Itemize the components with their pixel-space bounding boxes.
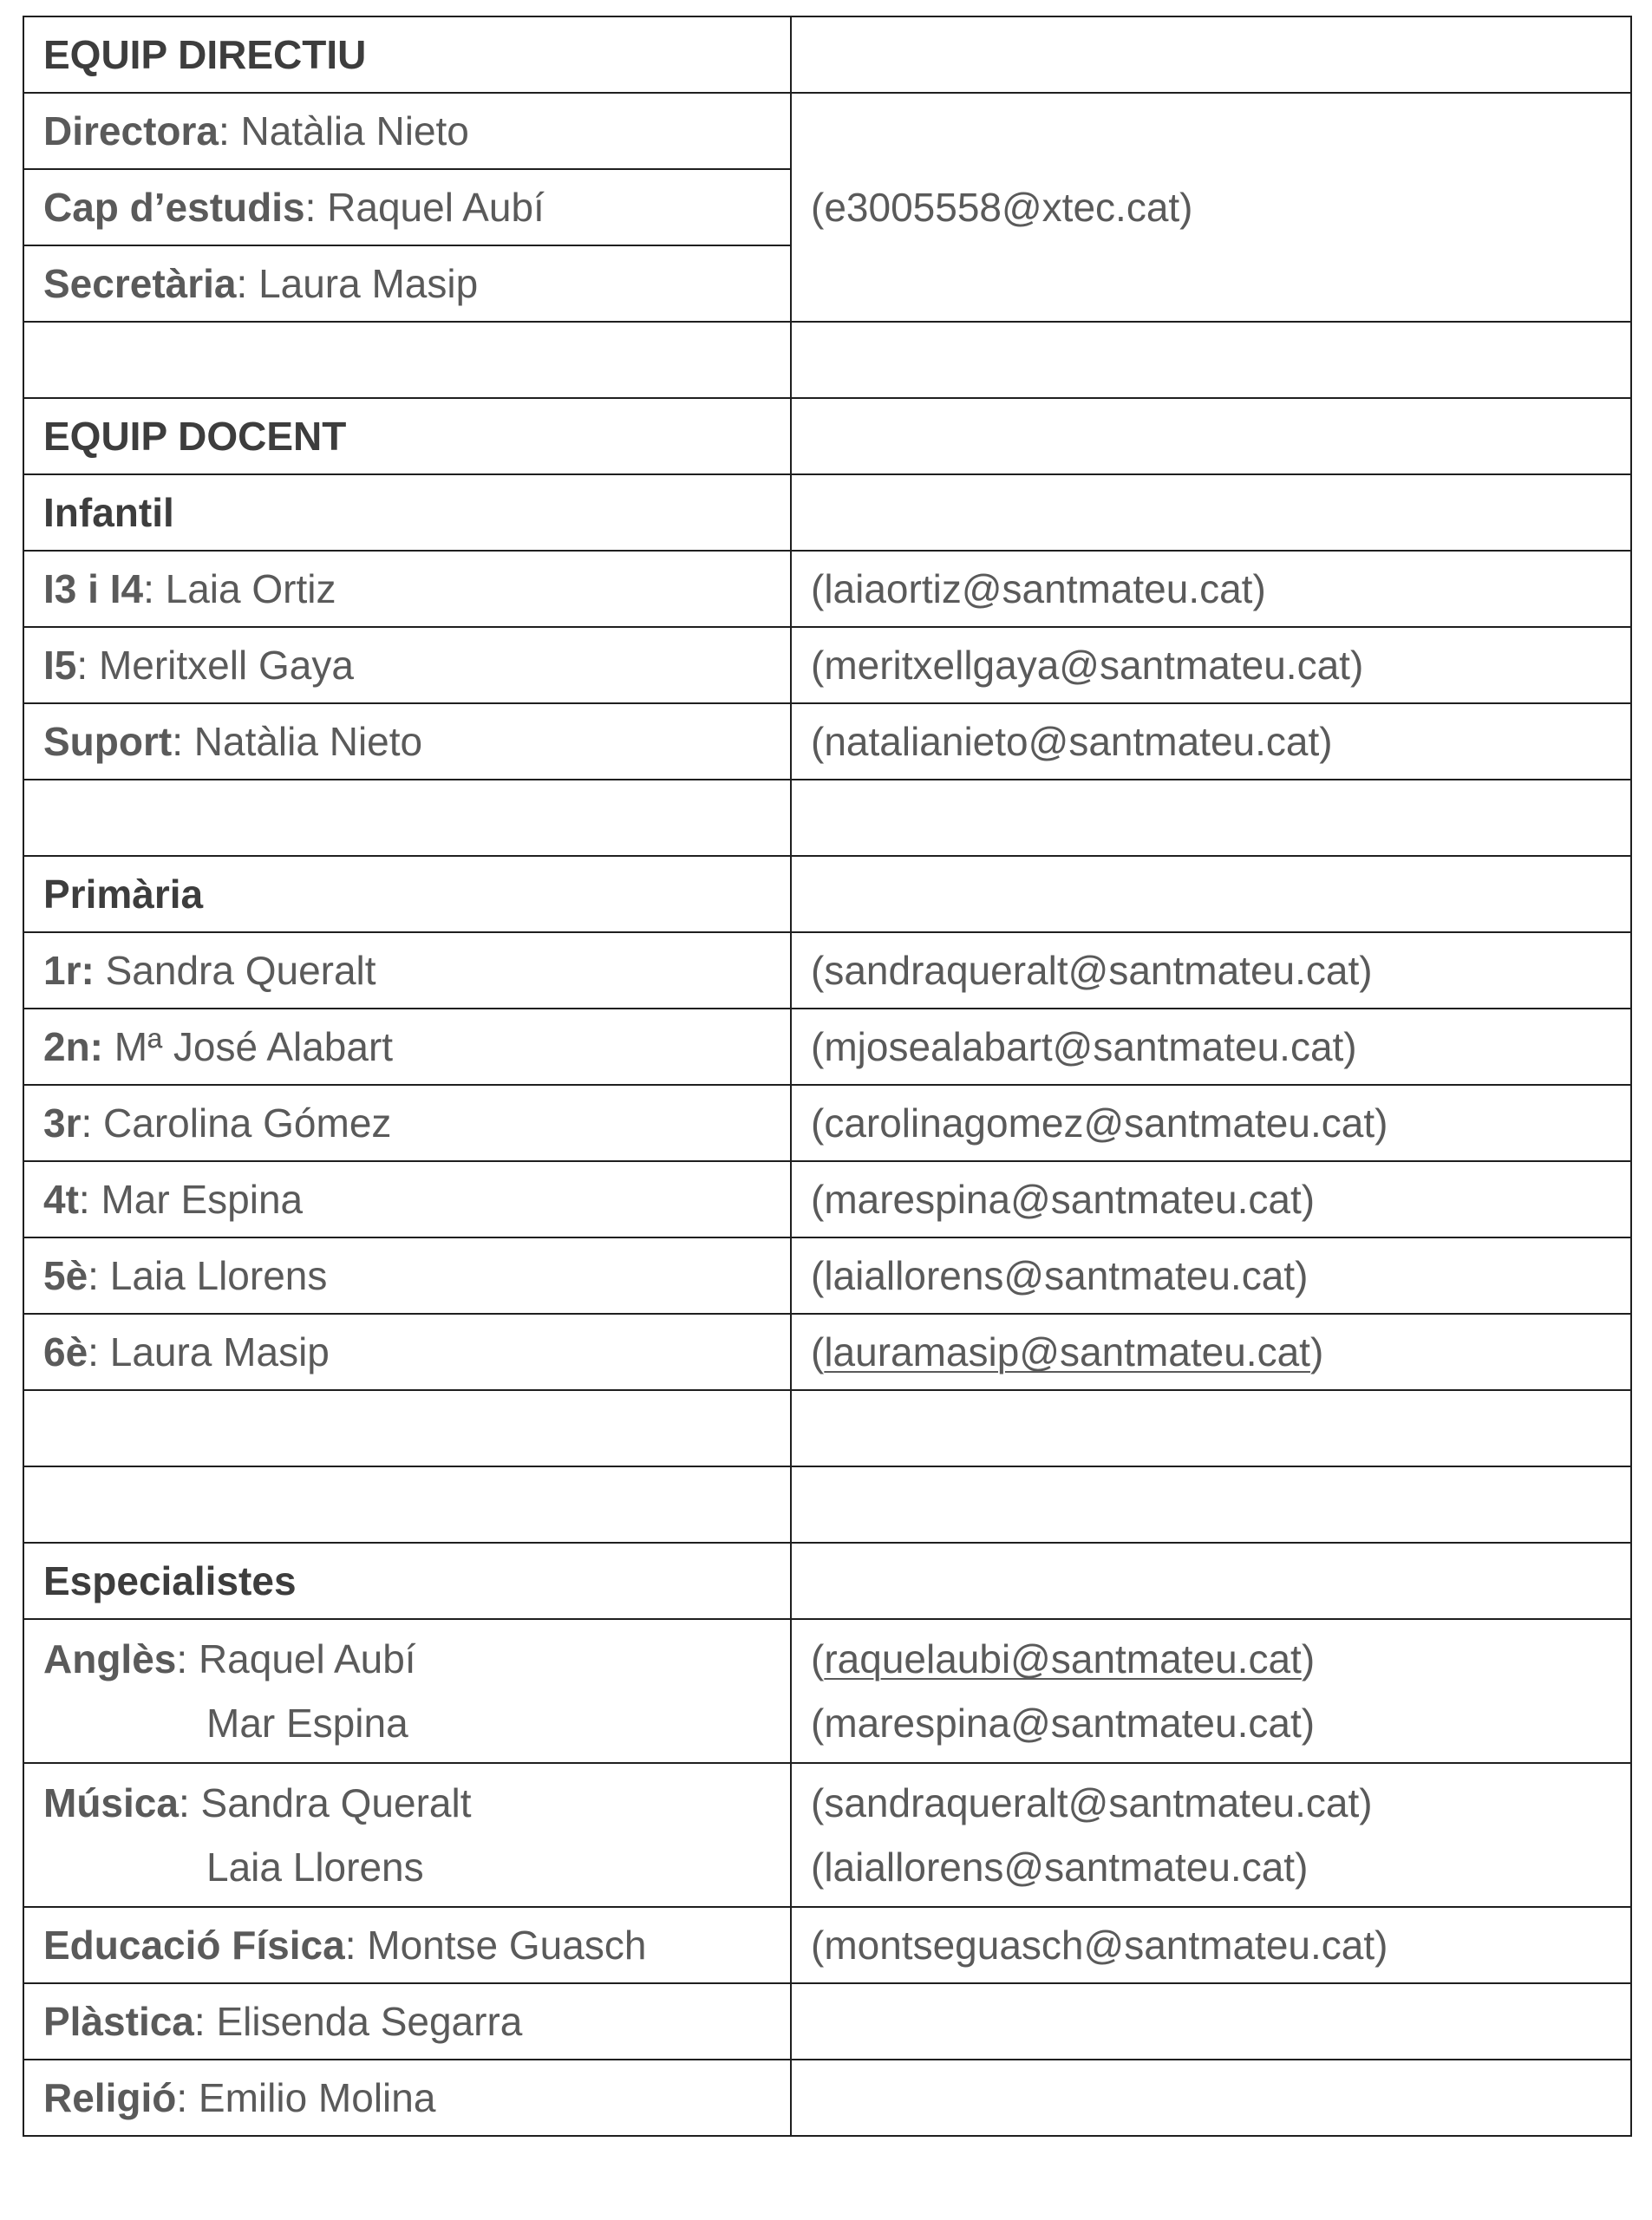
person-name: Laura Masip	[109, 1329, 330, 1374]
role-label: Religió	[43, 2075, 177, 2120]
person-name: Mª José Alabart	[114, 1024, 394, 1069]
person-name: Laura Masip	[258, 261, 479, 306]
teacher-cell	[23, 932, 791, 1009]
table-row-empty	[23, 1466, 1631, 1543]
teacher-cell	[23, 1009, 791, 1085]
separator	[103, 1024, 114, 1069]
role-label: Secretària	[43, 261, 237, 306]
table-row	[23, 551, 1631, 627]
staff-directory-table	[23, 16, 1632, 2137]
line	[43, 1627, 771, 1691]
role-label: 2n:	[43, 1024, 103, 1069]
table-row	[23, 627, 1631, 703]
empty-cell	[23, 1466, 791, 1543]
separator: :	[218, 108, 241, 153]
email-cell	[791, 1314, 1631, 1390]
person-name: Sandra Queralt	[105, 948, 376, 993]
paren-close: )	[1301, 1636, 1316, 1681]
email-link[interactable]: raquelaubi@santmateu.cat	[824, 1636, 1302, 1681]
role-label: Anglès	[43, 1636, 177, 1681]
table-row	[23, 1907, 1631, 1983]
separator: :	[176, 2075, 199, 2120]
table-row	[23, 1161, 1631, 1237]
role-label: I5	[43, 643, 77, 688]
separator: :	[88, 1329, 110, 1374]
empty-cell	[791, 398, 1631, 474]
person-name: Mar Espina	[206, 1701, 408, 1746]
separator: :	[178, 1780, 201, 1825]
teacher-cell	[23, 1983, 791, 2060]
paren-close: )	[1309, 1329, 1324, 1374]
teacher-cell	[23, 627, 791, 703]
table-row	[23, 932, 1631, 1009]
email-text[interactable]: (laiallorens@santmateu.cat)	[811, 1845, 1309, 1890]
email-cell[interactable]: (sandraqueralt@santmateu.cat)	[791, 932, 1631, 1009]
person-name: Laia Llorens	[206, 1845, 424, 1890]
teacher-cell	[23, 551, 791, 627]
person-name: Mar Espina	[101, 1177, 304, 1222]
empty-cell	[23, 1390, 791, 1466]
cap-estudis-cell	[23, 169, 791, 245]
empty-cell	[791, 856, 1631, 932]
person-name: Raquel Aubí	[327, 185, 545, 230]
teacher-cell	[23, 1085, 791, 1161]
empty-cell	[791, 1466, 1631, 1543]
person-name: Raquel Aubí	[198, 1636, 416, 1681]
table-row	[23, 856, 1631, 932]
separator: :	[193, 1999, 217, 2044]
table-row	[23, 1983, 1631, 2060]
separator	[95, 948, 106, 993]
subsection-heading-infantil: Infantil	[23, 474, 791, 551]
empty-cell	[23, 322, 791, 398]
table-row	[23, 1085, 1631, 1161]
separator: :	[88, 1253, 110, 1298]
separator: :	[143, 566, 166, 611]
line	[43, 1771, 771, 1835]
table-row-empty	[23, 1390, 1631, 1466]
subsection-heading-primaria: Primària	[23, 856, 791, 932]
table-row-empty	[23, 780, 1631, 856]
empty-cell	[23, 780, 791, 856]
person-name: Carolina Gómez	[103, 1100, 392, 1146]
table-row	[23, 1237, 1631, 1314]
directiu-email-cell[interactable]: (e3005558@xtec.cat)	[791, 93, 1631, 322]
role-label: Educació Física	[43, 1923, 345, 1968]
empty-cell	[791, 2060, 1631, 2136]
email-text[interactable]: (sandraqueralt@santmateu.cat)	[811, 1780, 1373, 1825]
empty-cell	[791, 780, 1631, 856]
role-label: Cap d’estudis	[43, 185, 305, 230]
separator: :	[176, 1636, 199, 1681]
separator: :	[344, 1923, 368, 1968]
role-label: 5è	[43, 1253, 88, 1298]
table-row	[23, 93, 1631, 169]
email-cell[interactable]: (mjosealabart@santmateu.cat)	[791, 1009, 1631, 1085]
email-cell[interactable]: (montseguasch@santmateu.cat)	[791, 1907, 1631, 1983]
table-row	[23, 16, 1631, 93]
email-cell	[791, 1619, 1631, 1763]
person-name: Laia Ortiz	[165, 566, 336, 611]
empty-cell	[791, 322, 1631, 398]
directora-cell	[23, 93, 791, 169]
separator: :	[78, 1177, 101, 1222]
email-text[interactable]: (marespina@santmateu.cat)	[811, 1701, 1316, 1746]
empty-cell	[791, 16, 1631, 93]
person-name: Laia Llorens	[109, 1253, 328, 1298]
teacher-cell	[23, 2060, 791, 2136]
person-name: Meritxell Gaya	[98, 643, 354, 688]
table-row	[23, 2060, 1631, 2136]
person-name: Natàlia Nieto	[193, 719, 423, 764]
separator: :	[81, 1100, 104, 1146]
email-link[interactable]: lauramasip@santmateu.cat	[824, 1329, 1310, 1374]
role-label: Directora	[43, 108, 219, 153]
teacher-cell-musica	[23, 1763, 791, 1907]
separator: :	[76, 643, 99, 688]
role-label: Plàstica	[43, 1999, 194, 2044]
role-label: Suport	[43, 719, 173, 764]
person-name: Natàlia Nieto	[240, 108, 469, 153]
empty-cell	[791, 474, 1631, 551]
table-row	[23, 1009, 1631, 1085]
person-name: Elisenda Segarra	[216, 1999, 523, 2044]
separator: :	[172, 719, 194, 764]
email-cell[interactable]: (laiaortiz@santmateu.cat)	[791, 551, 1631, 627]
table-row	[23, 1314, 1631, 1390]
section-heading-equip-docent: EQUIP DOCENT	[23, 398, 791, 474]
teacher-cell	[23, 1314, 791, 1390]
email-cell[interactable]: (meritxellgaya@santmateu.cat)	[791, 627, 1631, 703]
table-row	[23, 1619, 1631, 1763]
separator: :	[236, 261, 259, 306]
person-name: Montse Guasch	[367, 1923, 647, 1968]
table-row	[23, 1763, 1631, 1907]
person-name: Emilio Molina	[198, 2075, 436, 2120]
empty-cell	[791, 1390, 1631, 1466]
separator: :	[304, 185, 328, 230]
table-row	[23, 398, 1631, 474]
table-row	[23, 1543, 1631, 1619]
teacher-cell	[23, 703, 791, 780]
role-label: Música	[43, 1780, 179, 1825]
person-name: Sandra Queralt	[200, 1780, 472, 1825]
teacher-cell-angles	[23, 1619, 791, 1763]
paren-open: (	[811, 1636, 825, 1681]
email-cell[interactable]: (laiallorens@santmateu.cat)	[791, 1237, 1631, 1314]
secretaria-cell	[23, 245, 791, 322]
email-cell[interactable]: (natalianieto@santmateu.cat)	[791, 703, 1631, 780]
role-label: I3 i I4	[43, 566, 144, 611]
email-cell	[791, 1763, 1631, 1907]
teacher-cell	[23, 1161, 791, 1237]
email-cell[interactable]: (marespina@santmateu.cat)	[791, 1161, 1631, 1237]
role-label: 3r	[43, 1100, 82, 1146]
email-cell[interactable]: (carolinagomez@santmateu.cat)	[791, 1085, 1631, 1161]
subsection-heading-especialistes: Especialistes	[23, 1543, 791, 1619]
table-row-empty	[23, 322, 1631, 398]
table-row	[23, 703, 1631, 780]
table-row	[23, 474, 1631, 551]
teacher-cell	[23, 1237, 791, 1314]
empty-cell	[791, 1983, 1631, 2060]
empty-cell	[791, 1543, 1631, 1619]
role-label: 1r:	[43, 948, 95, 993]
role-label: 6è	[43, 1329, 88, 1374]
line	[811, 1627, 1611, 1691]
role-label: 4t	[43, 1177, 79, 1222]
paren-open: (	[811, 1329, 825, 1374]
section-heading-equip-directiu: EQUIP DIRECTIU	[23, 16, 791, 93]
teacher-cell	[23, 1907, 791, 1983]
